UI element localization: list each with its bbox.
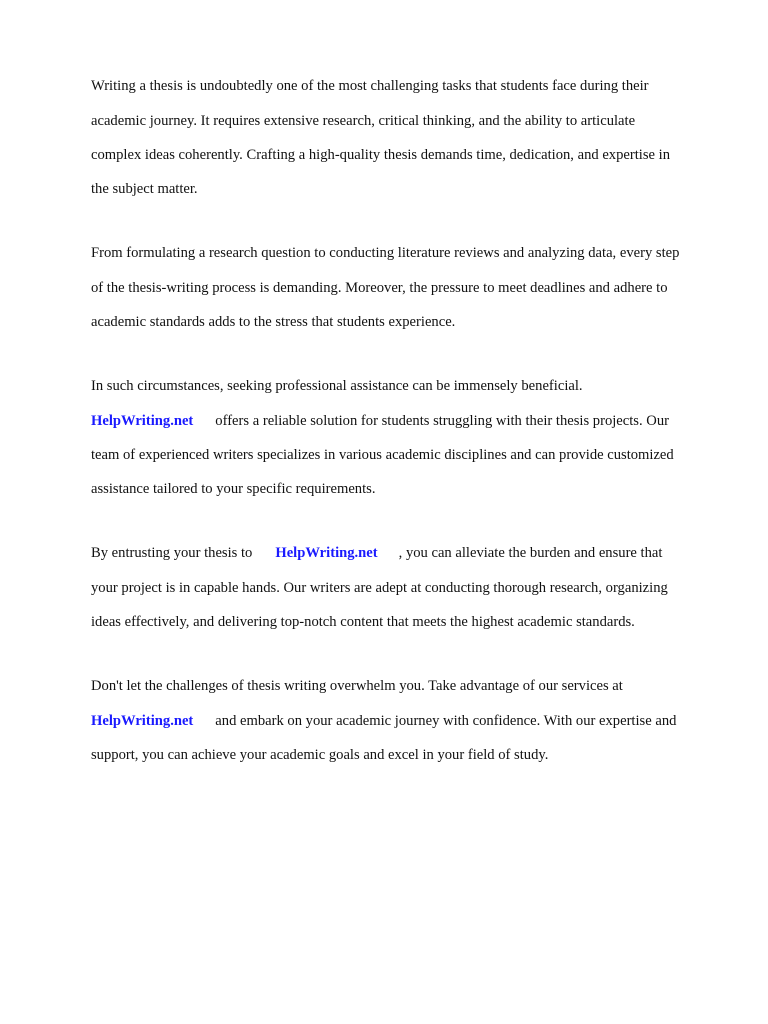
paragraph-2	[91, 228, 721, 348]
paragraph-line: assistance tailored to your specific requirements.	[91, 481, 376, 498]
paragraph-line: In such circumstances, seeking professional assistance can be immensely beneficial.	[91, 378, 583, 395]
paragraph-text: and embark on your academic journey with confidence. With our expertise and	[215, 712, 677, 729]
paragraph-line-with-link	[91, 713, 721, 730]
paragraph-text: offers a reliable solution for students struggling with their thesis projects. Our	[215, 412, 669, 429]
paragraph-line: of the thesis-writing process is demanding. Moreover, the pressure to meet deadlines and adhere to	[91, 279, 668, 296]
document-body	[91, 61, 721, 794]
paragraph-3	[91, 361, 721, 516]
paragraph-line: support, you can achieve your academic goals and excel in your field of study.	[91, 747, 549, 764]
helpwriting-link[interactable]: HelpWriting.net	[275, 545, 378, 562]
paragraph-text: , you can alleviate the burden and ensure that	[398, 545, 663, 562]
paragraph-1	[91, 61, 721, 216]
paragraph-line: ideas effectively, and delivering top-notch content that meets the highest academic standards.	[91, 614, 635, 631]
helpwriting-link[interactable]: HelpWriting.net	[91, 412, 194, 429]
paragraph-line-with-link	[91, 413, 721, 430]
paragraph-5	[91, 661, 721, 781]
paragraph-line: your project is in capable hands. Our writers are adept at conducting thorough research, organizing	[91, 579, 668, 596]
paragraph-line: Writing a thesis is undoubtedly one of the most challenging tasks that students face during their	[91, 78, 649, 95]
paragraph-line: team of experienced writers specializes in various academic disciplines and can provide customized	[91, 447, 674, 464]
paragraph-line: the subject matter.	[91, 181, 198, 198]
paragraph-line: From formulating a research question to conducting literature reviews and analyzing data, every step	[91, 245, 680, 262]
paragraph-line: Don't let the challenges of thesis writing overwhelm you. Take advantage of our services at	[91, 678, 623, 695]
paragraph-line-with-link	[91, 545, 721, 562]
paragraph-text: By entrusting your thesis to	[91, 545, 253, 562]
paragraph-4	[91, 528, 721, 648]
helpwriting-link[interactable]: HelpWriting.net	[91, 712, 194, 729]
paragraph-line: academic journey. It requires extensive research, critical thinking, and the ability to articulate	[91, 112, 636, 129]
paragraph-line: complex ideas coherently. Crafting a high-quality thesis demands time, dedication, and expertise in	[91, 147, 670, 164]
paragraph-line: academic standards adds to the stress that students experience.	[91, 314, 456, 331]
